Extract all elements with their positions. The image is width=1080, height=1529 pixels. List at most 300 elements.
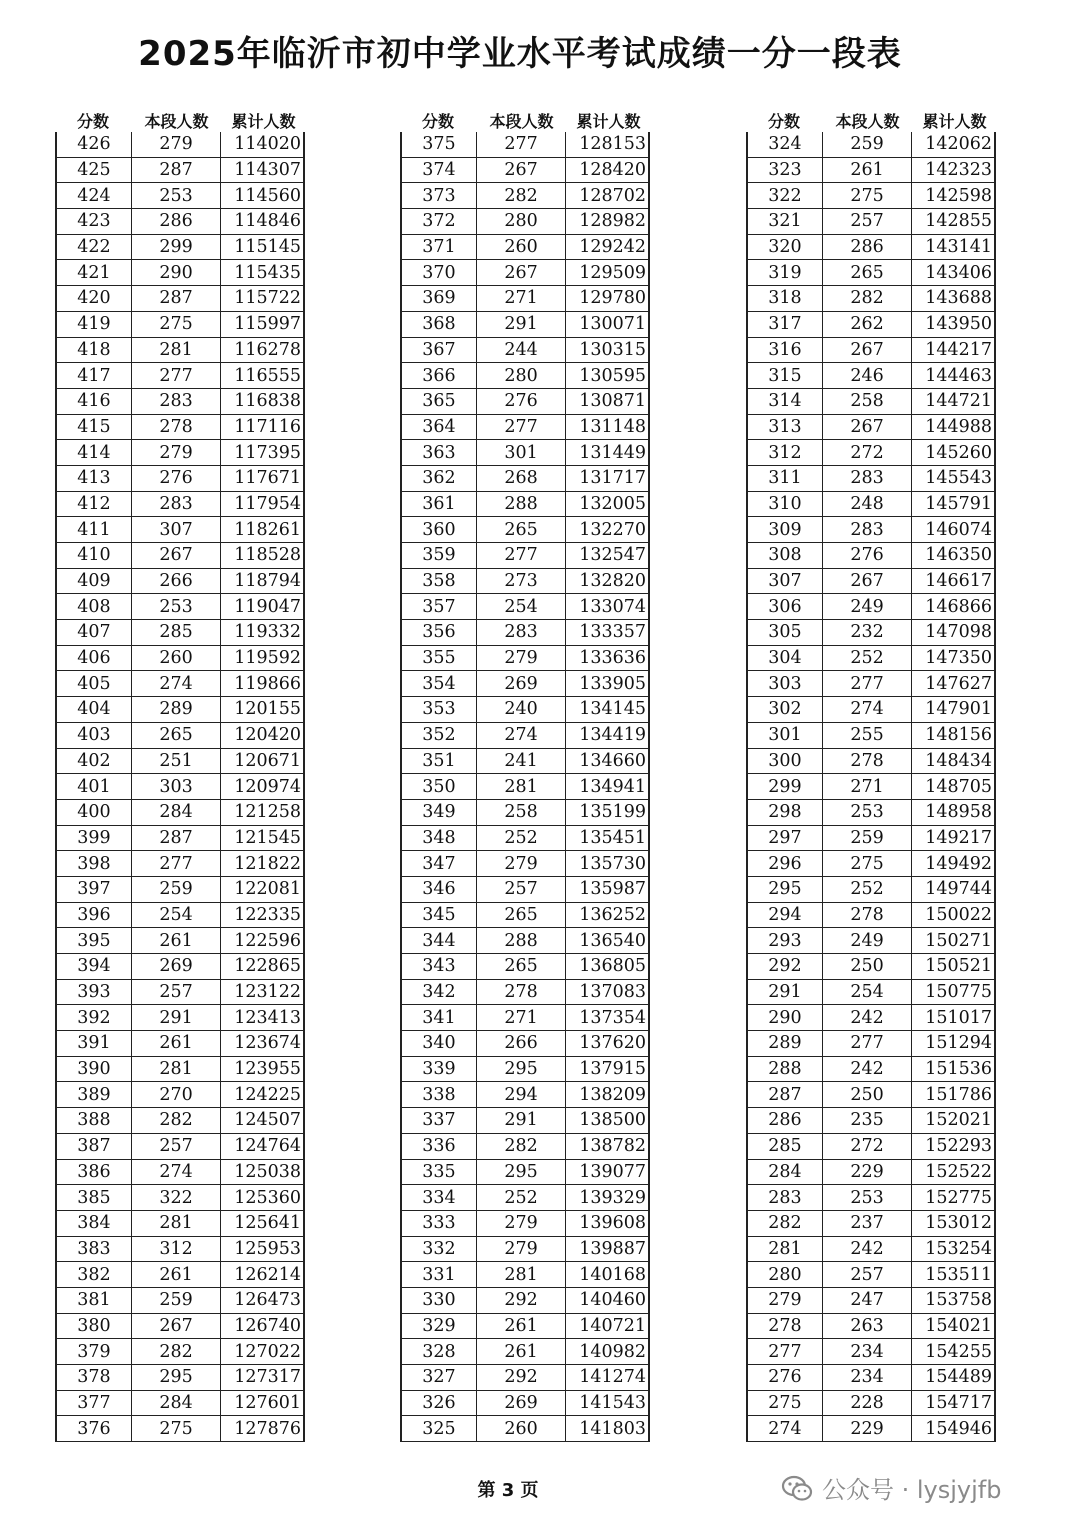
table-row (55, 286, 305, 312)
count-cell: 276 (477, 389, 567, 414)
table-row (55, 1134, 305, 1160)
score-cell: 357 (402, 594, 477, 619)
cumulative-cell: 148958 (925, 802, 992, 823)
score-cell: 297 (748, 826, 823, 851)
table-row (55, 1237, 305, 1263)
cumulative-cell: 139887 (579, 1238, 646, 1259)
score-cell: 323 (748, 158, 823, 183)
cumulative-cell: 150022 (925, 904, 992, 925)
count-cell: 249 (823, 594, 913, 619)
count-cell: 267 (132, 1314, 222, 1339)
table-row (55, 543, 305, 569)
table-row (400, 697, 650, 723)
count-cell: 277 (477, 543, 567, 568)
table-row (746, 466, 996, 492)
score-cell: 283 (748, 1185, 823, 1210)
score-cell: 388 (57, 1108, 132, 1133)
cumulative-cell: 118261 (234, 519, 301, 540)
score-cell: 384 (57, 1211, 132, 1236)
header-cell: 累计人数 (576, 112, 641, 131)
count-cell: 286 (823, 235, 913, 260)
cumulative-cell: 153254 (925, 1238, 992, 1259)
count-cell: 261 (477, 1314, 567, 1339)
score-cell: 321 (748, 209, 823, 234)
table-row (400, 1031, 650, 1057)
table-header (400, 105, 650, 132)
cumulative-cell: 151017 (925, 1007, 992, 1028)
score-cell: 374 (402, 158, 477, 183)
cumulative-cell: 128153 (579, 134, 646, 155)
score-cell: 287 (748, 1082, 823, 1107)
cumulative-cell: 152021 (925, 1110, 992, 1131)
header-cell: 本段人数 (835, 112, 900, 131)
table-row (400, 1237, 650, 1263)
score-cell: 350 (402, 774, 477, 799)
table-row (746, 1262, 996, 1288)
score-cell: 371 (402, 235, 477, 260)
count-cell: 263 (823, 1314, 913, 1339)
table-row (746, 517, 996, 543)
score-cell: 405 (57, 671, 132, 696)
count-cell: 250 (823, 954, 913, 979)
cumulative-cell: 130871 (579, 391, 646, 412)
cumulative-cell: 154489 (925, 1367, 992, 1388)
count-cell: 277 (132, 363, 222, 388)
table-row (55, 415, 305, 441)
table-row (400, 1288, 650, 1314)
table-row (400, 723, 650, 749)
count-cell: 281 (477, 774, 567, 799)
table-row (55, 1416, 305, 1442)
header-cell: 分数 (767, 112, 800, 131)
cumulative-cell: 118794 (234, 571, 301, 592)
score-cell: 341 (402, 1005, 477, 1030)
cumulative-cell: 136252 (579, 904, 646, 925)
count-cell: 272 (823, 440, 913, 465)
cumulative-cell: 133636 (579, 648, 646, 669)
cumulative-cell: 119047 (234, 596, 301, 617)
cumulative-cell: 147350 (925, 648, 992, 669)
score-cell: 426 (57, 132, 132, 157)
cumulative-cell: 127317 (234, 1367, 301, 1388)
table-row (400, 158, 650, 184)
score-cell: 383 (57, 1237, 132, 1262)
table-row (746, 1237, 996, 1263)
score-cell: 309 (748, 517, 823, 542)
cumulative-cell: 129242 (579, 237, 646, 258)
score-cell: 314 (748, 389, 823, 414)
score-cell: 368 (402, 312, 477, 337)
score-cell: 404 (57, 697, 132, 722)
table-row (400, 1391, 650, 1417)
table-row (55, 1057, 305, 1083)
cumulative-cell: 140982 (579, 1341, 646, 1362)
table-header (746, 105, 996, 132)
count-cell: 281 (132, 1057, 222, 1082)
table-row (55, 1288, 305, 1314)
count-cell: 277 (823, 1031, 913, 1056)
table-row (400, 980, 650, 1006)
cumulative-cell: 128420 (579, 160, 646, 181)
score-cell: 296 (748, 851, 823, 876)
table-row (746, 338, 996, 364)
cumulative-cell: 147901 (925, 699, 992, 720)
score-cell: 290 (748, 1005, 823, 1030)
table-row (746, 646, 996, 672)
table-row (55, 1005, 305, 1031)
count-cell: 260 (477, 1416, 567, 1441)
table-row (400, 826, 650, 852)
table-row (400, 1082, 650, 1108)
count-cell: 267 (823, 569, 913, 594)
score-cell: 400 (57, 800, 132, 825)
score-cell: 422 (57, 235, 132, 260)
score-cell: 329 (402, 1314, 477, 1339)
table-row (400, 312, 650, 338)
table-row (400, 415, 650, 441)
cumulative-cell: 133357 (579, 622, 646, 643)
score-cell: 325 (402, 1416, 477, 1441)
score-cell: 425 (57, 158, 132, 183)
cumulative-cell: 131148 (579, 416, 646, 437)
cumulative-cell: 134941 (579, 776, 646, 797)
count-cell: 272 (823, 1134, 913, 1159)
score-cell: 285 (748, 1134, 823, 1159)
score-cell: 414 (57, 440, 132, 465)
cumulative-cell: 122596 (234, 930, 301, 951)
cumulative-cell: 143950 (925, 314, 992, 335)
score-cell: 348 (402, 826, 477, 851)
table-row (400, 338, 650, 364)
table-row (55, 646, 305, 672)
count-cell: 242 (823, 1005, 913, 1030)
cumulative-cell: 132270 (579, 519, 646, 540)
score-cell: 330 (402, 1288, 477, 1313)
table-row (746, 851, 996, 877)
count-cell: 257 (477, 877, 567, 902)
cumulative-cell: 148156 (925, 725, 992, 746)
score-cell: 326 (402, 1391, 477, 1416)
cumulative-cell: 152775 (925, 1187, 992, 1208)
count-cell: 289 (132, 697, 222, 722)
cumulative-cell: 134419 (579, 725, 646, 746)
cumulative-cell: 153511 (925, 1264, 992, 1285)
score-cell: 276 (748, 1365, 823, 1390)
count-cell: 279 (132, 440, 222, 465)
count-cell: 229 (823, 1416, 913, 1441)
score-cell: 279 (748, 1288, 823, 1313)
table-row (55, 1185, 305, 1211)
table-row (55, 620, 305, 646)
cumulative-cell: 130595 (579, 365, 646, 386)
count-cell: 234 (823, 1365, 913, 1390)
count-cell: 282 (477, 183, 567, 208)
cumulative-cell: 144721 (925, 391, 992, 412)
count-cell: 254 (132, 903, 222, 928)
count-cell: 253 (823, 800, 913, 825)
count-cell: 261 (823, 158, 913, 183)
table-row (55, 671, 305, 697)
table-row (55, 1365, 305, 1391)
score-cell: 396 (57, 903, 132, 928)
count-cell: 287 (132, 158, 222, 183)
cumulative-cell: 135199 (579, 802, 646, 823)
score-cell: 402 (57, 749, 132, 774)
cumulative-cell: 123413 (234, 1007, 301, 1028)
cumulative-cell: 137083 (579, 982, 646, 1003)
cumulative-cell: 152293 (925, 1136, 992, 1157)
score-cell: 406 (57, 646, 132, 671)
cumulative-cell: 147098 (925, 622, 992, 643)
score-cell: 351 (402, 749, 477, 774)
score-cell: 312 (748, 440, 823, 465)
page-title: 2025年临沂市初中学业水平考试成绩一分一段表 (138, 34, 902, 74)
count-cell: 285 (132, 620, 222, 645)
count-cell: 283 (823, 466, 913, 491)
count-cell: 276 (132, 466, 222, 491)
cumulative-cell: 154255 (925, 1341, 992, 1362)
cumulative-cell: 137915 (579, 1059, 646, 1080)
score-cell: 324 (748, 132, 823, 157)
score-cell: 376 (57, 1416, 132, 1441)
count-cell: 295 (132, 1365, 222, 1390)
table-row (746, 415, 996, 441)
count-cell: 267 (823, 338, 913, 363)
header-cell: 分数 (421, 112, 454, 131)
table-row (55, 132, 305, 158)
count-cell: 275 (132, 312, 222, 337)
score-cell: 410 (57, 543, 132, 568)
count-cell: 269 (132, 954, 222, 979)
cumulative-cell: 119592 (234, 648, 301, 669)
count-cell: 275 (132, 1416, 222, 1441)
score-cell: 340 (402, 1031, 477, 1056)
cumulative-cell: 151294 (925, 1033, 992, 1054)
score-cell: 343 (402, 954, 477, 979)
count-cell: 253 (132, 594, 222, 619)
cumulative-cell: 131449 (579, 442, 646, 463)
cumulative-cell: 121545 (234, 827, 301, 848)
count-cell: 274 (477, 723, 567, 748)
cumulative-cell: 123122 (234, 982, 301, 1003)
cumulative-cell: 133905 (579, 673, 646, 694)
cumulative-cell: 143406 (925, 262, 992, 283)
cumulative-cell: 120671 (234, 750, 301, 771)
table-row (55, 903, 305, 929)
count-cell: 242 (823, 1237, 913, 1262)
table-row (400, 363, 650, 389)
score-cell: 417 (57, 363, 132, 388)
cumulative-cell: 146866 (925, 596, 992, 617)
table-row (746, 1211, 996, 1237)
wechat-icon (780, 1471, 814, 1505)
table-row (400, 466, 650, 492)
table-row (55, 928, 305, 954)
cumulative-cell: 136805 (579, 956, 646, 977)
score-table-column-3 (746, 105, 996, 1442)
cumulative-cell: 122335 (234, 904, 301, 925)
table-row (55, 877, 305, 903)
cumulative-cell: 114846 (234, 211, 301, 232)
cumulative-cell: 120155 (234, 699, 301, 720)
count-cell: 283 (823, 517, 913, 542)
cumulative-cell: 149744 (925, 879, 992, 900)
count-cell: 255 (823, 723, 913, 748)
count-cell: 307 (132, 517, 222, 542)
count-cell: 292 (477, 1288, 567, 1313)
table-row (55, 749, 305, 775)
score-cell: 331 (402, 1262, 477, 1287)
count-cell: 283 (477, 620, 567, 645)
score-table-column-1 (55, 105, 305, 1442)
count-cell: 278 (823, 903, 913, 928)
cumulative-cell: 144988 (925, 416, 992, 437)
score-cell: 397 (57, 877, 132, 902)
cumulative-cell: 138209 (579, 1084, 646, 1105)
count-cell: 250 (823, 1082, 913, 1107)
cumulative-cell: 117671 (234, 468, 301, 489)
count-cell: 286 (132, 209, 222, 234)
score-cell: 353 (402, 697, 477, 722)
score-cell: 413 (57, 466, 132, 491)
count-cell: 322 (132, 1185, 222, 1210)
watermark (780, 1470, 1001, 1505)
count-cell: 252 (477, 826, 567, 851)
score-cell: 386 (57, 1160, 132, 1185)
score-cell: 313 (748, 415, 823, 440)
cumulative-cell: 137620 (579, 1033, 646, 1054)
table-row (55, 440, 305, 466)
score-cell: 298 (748, 800, 823, 825)
score-cell: 366 (402, 363, 477, 388)
count-cell: 288 (477, 492, 567, 517)
score-cell: 379 (57, 1339, 132, 1364)
table-row (55, 492, 305, 518)
count-cell: 257 (823, 1262, 913, 1287)
score-cell: 292 (748, 954, 823, 979)
cumulative-cell: 125360 (234, 1187, 301, 1208)
table-row (746, 1314, 996, 1340)
score-cell: 275 (748, 1391, 823, 1416)
table-row (746, 158, 996, 184)
score-cell: 395 (57, 928, 132, 953)
cumulative-cell: 119866 (234, 673, 301, 694)
cumulative-cell: 149492 (925, 853, 992, 874)
cumulative-cell: 115435 (234, 262, 301, 283)
score-cell: 372 (402, 209, 477, 234)
cumulative-cell: 138782 (579, 1136, 646, 1157)
score-cell: 416 (57, 389, 132, 414)
count-cell: 291 (477, 1108, 567, 1133)
count-cell: 242 (823, 1057, 913, 1082)
count-cell: 258 (823, 389, 913, 414)
cumulative-cell: 125641 (234, 1213, 301, 1234)
table-row (55, 338, 305, 364)
count-cell: 268 (477, 466, 567, 491)
cumulative-cell: 117116 (234, 416, 301, 437)
cumulative-cell: 139077 (579, 1161, 646, 1182)
header-cell: 本段人数 (489, 112, 554, 131)
cumulative-cell: 142855 (925, 211, 992, 232)
count-cell: 281 (132, 1211, 222, 1236)
score-cell: 342 (402, 980, 477, 1005)
score-cell: 390 (57, 1057, 132, 1082)
count-cell: 277 (477, 132, 567, 157)
table-row (400, 749, 650, 775)
table-row (55, 826, 305, 852)
count-cell: 290 (132, 260, 222, 285)
cumulative-cell: 130315 (579, 339, 646, 360)
cumulative-cell: 129509 (579, 262, 646, 283)
count-cell: 247 (823, 1288, 913, 1313)
score-cell: 322 (748, 183, 823, 208)
table-row (400, 671, 650, 697)
count-cell: 269 (477, 1391, 567, 1416)
table-row (746, 1005, 996, 1031)
cumulative-cell: 144217 (925, 339, 992, 360)
score-cell: 301 (748, 723, 823, 748)
cumulative-cell: 123955 (234, 1059, 301, 1080)
score-cell: 360 (402, 517, 477, 542)
score-cell: 319 (748, 260, 823, 285)
cumulative-cell: 143688 (925, 288, 992, 309)
table-row (55, 363, 305, 389)
cumulative-cell: 115997 (234, 314, 301, 335)
score-cell: 403 (57, 723, 132, 748)
cumulative-cell: 139608 (579, 1213, 646, 1234)
score-cell: 401 (57, 774, 132, 799)
count-cell: 280 (477, 363, 567, 388)
table-row (55, 954, 305, 980)
count-cell: 291 (132, 1005, 222, 1030)
score-cell: 378 (57, 1365, 132, 1390)
count-cell: 240 (477, 697, 567, 722)
table-row (55, 723, 305, 749)
score-cell: 337 (402, 1108, 477, 1133)
cumulative-cell: 128702 (579, 185, 646, 206)
count-cell: 281 (132, 338, 222, 363)
table-row (400, 517, 650, 543)
score-cell: 367 (402, 338, 477, 363)
count-cell: 248 (823, 492, 913, 517)
cumulative-cell: 120420 (234, 725, 301, 746)
cumulative-cell: 146074 (925, 519, 992, 540)
cumulative-cell: 116838 (234, 391, 301, 412)
score-cell: 317 (748, 312, 823, 337)
table-row (400, 851, 650, 877)
score-cell: 412 (57, 492, 132, 517)
cumulative-cell: 140168 (579, 1264, 646, 1285)
cumulative-cell: 148434 (925, 750, 992, 771)
table-row (746, 594, 996, 620)
count-cell: 267 (477, 260, 567, 285)
score-cell: 375 (402, 132, 477, 157)
cumulative-cell: 142062 (925, 134, 992, 155)
table-row (55, 774, 305, 800)
table-row (746, 1288, 996, 1314)
table-row (55, 517, 305, 543)
score-cell: 370 (402, 260, 477, 285)
count-cell: 234 (823, 1339, 913, 1364)
table-row (400, 183, 650, 209)
score-cell: 320 (748, 235, 823, 260)
score-cell: 363 (402, 440, 477, 465)
score-cell: 282 (748, 1211, 823, 1236)
count-cell: 284 (132, 800, 222, 825)
cumulative-cell: 121822 (234, 853, 301, 874)
count-cell: 280 (477, 209, 567, 234)
table-row (400, 1160, 650, 1186)
